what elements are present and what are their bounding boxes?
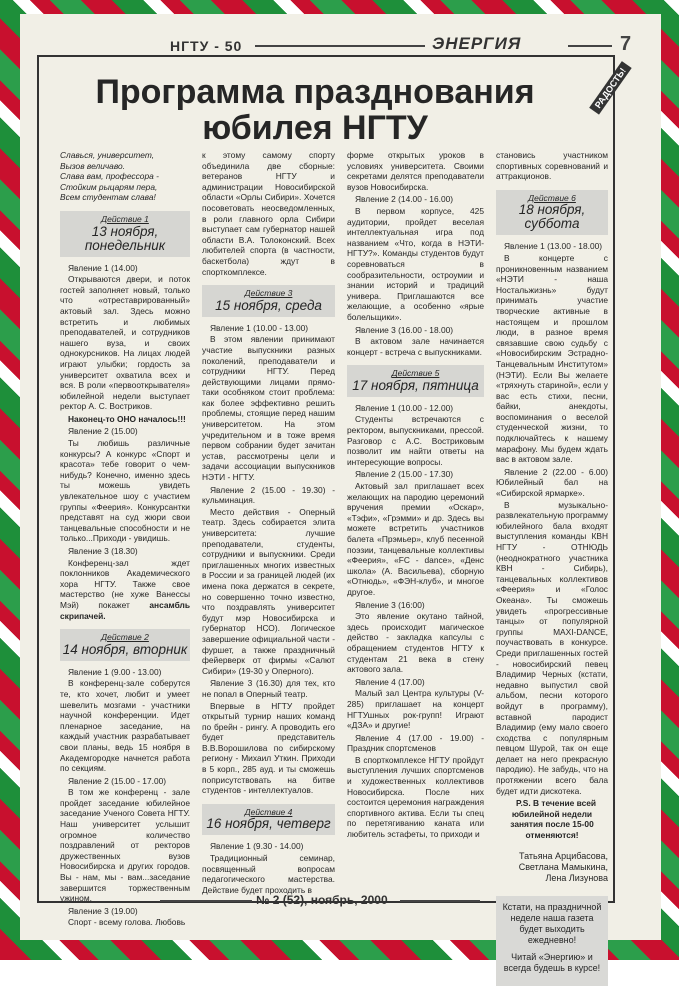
event-heading: Явление 1 (10.00 - 12.00)	[355, 402, 454, 413]
event-heading: Явление 1 (9.00 - 13.00)	[68, 666, 162, 677]
event-heading: Явление 4 (17.00)	[355, 676, 425, 687]
event-text: Малый зал Центра культуры (V-285) приглашает на концерт НГТУшных рок-групп! Играют «ДЗА» и другие!	[347, 688, 484, 731]
event-heading: Явление 1 (13.00 - 18.00)	[504, 241, 603, 252]
day-heading: Действие 3 15 ноября, среда	[202, 285, 335, 317]
event-heading: Явление 2 (15.00 - 17.00)	[68, 775, 167, 786]
event-heading: Явление 3 (16.30) для тех, кто не попал в Оперный театр.	[202, 678, 335, 699]
event-heading: Явление 2 (15.00)	[68, 426, 138, 437]
event-text: В том же конференц - зале пройдет заседание юбилейное заседание Ученого Совета НГТУ. Наш университет услышит огромное количество поздравлений от ректоров дружественных вузов Новосибирска и других городов. Вы - нам, мы - вам...заседание завершится торжественным ужином.	[60, 787, 190, 904]
column-3	[347, 150, 484, 842]
joy-stamp: РАДОСТЬ!	[589, 61, 631, 114]
event-text: форме открытых уроков в условиях университета. Своими секретами делятся преподаватели вузов Новосибирска.	[347, 150, 484, 192]
footer-rule	[400, 900, 480, 902]
event-text: Это явление окутано тайной, здесь происходит магическое действо - закладка капсулы с обращением студентов НГТУ к студентам 21 века в стену актового зала.	[347, 611, 484, 675]
event-heading: Явление 1 (9.30 - 14.00)	[210, 841, 304, 852]
event-text: становись участником спортивных соревнований и аттракционов.	[496, 150, 608, 182]
paper-section: НГТУ - 50	[170, 38, 243, 54]
article-title: Программа празднования юбилея НГТУ	[95, 73, 535, 147]
event-text: Открываются двери, и поток гостей заполняет новый, только что «отреставрированный» актовый зал. Здесь можно встретить и любимых преподавателей, и сотрудников нашего вуза, и своих однокурсников. На лицах людей играют улыбки; гордость за университет охватила всех и вся. В роли «первооткрывателя» юбилейной недели выступает ректор А. С. Востриков.	[60, 274, 190, 412]
page-number: 7	[620, 33, 632, 55]
event-text: В первом корпусе, 425 аудитории, пройдет веселая интеллектуальная игра под названием «Что, когда в НЭТИ-НГТУ?». Команды студентов будут соревноваться в сообразительности, остроумии и знании историй и традиций универа. Приглашаются все желающие, а особенно «ярые болельщики».	[347, 205, 484, 322]
event-heading: Явление 3 (16.00 - 18.00)	[355, 324, 454, 335]
column-2	[202, 150, 335, 897]
event-text: Традиционный семинар, посвященный вопросам педагогического мастерства. Действие будет проходить в	[202, 853, 335, 895]
event-heading: Явление 2 (22.00 - 6.00) Юбилейный бал на «Сибирской ярмарке».	[496, 466, 608, 499]
page-footer	[160, 893, 480, 907]
event-text: к этому самому спорту объединила две сборные: ветеранов НГТУ и администрации Новосибирской области «Орлы Сибири». Хочется посоветовать неосведомленных, в роли главного орла Сибири выступает сам губернатор нашей области В.А. Толоконский. Всех любителей спорта (в частности, баскетбола) ждут в спорткомплексе.	[202, 150, 335, 277]
event-text: В музыкально-развлекательную программу юбилейного бала входят выступления команды КВН НГТУ - ОТНЮДЬ (неоднократного участника КВН - Сибирь), танцевальных коллективов «Феерия» и «Голос Океана». Ты сможешь увидеть «прогрессивные танцы» от популярной группы MAXI-DANCE, поучаствовать в конкурсе. Среди приглашенных гостей - новосибирский певец Владимир Черных (кстати, недавно выпустил свой альбом, песни которого войдут в программу), вставной пародист Владимир (ему мало своего сходства с популярным певцом Шурой, так он еще делает на него прекрасную пародию). Не забудь, что на протяжении всего бала будет идти дискотека.	[496, 499, 608, 796]
event-heading: Явление 3 (16:00)	[355, 599, 425, 610]
info-box: Кстати, на праздничной неделе наша газета будет выходить ежедневно! Читай «Энергию» и всегда будешь в курсе!	[496, 896, 608, 986]
day-heading: Действие 1 13 ноября, понедельник	[60, 211, 190, 257]
authors-signature: Татьяна Арцибасова, Светлана Мамыкина, Лена Лизунова	[518, 850, 608, 883]
event-text: Спорт - всему голова. Любовь	[68, 917, 186, 928]
day-heading: Действие 2 14 ноября, вторник	[60, 629, 190, 661]
event-text: Впервые в НГТУ пройдет открытый турнир наших команд по брейн - рингу. А проводить его будет представитель В.В.Ворошилова по сибирскому региону - Михаил Уткин. Приходи в 5 корп., 285 ауд. и ты сможешь поприсутствовать на битве студентов - интеллектуалов.	[202, 700, 335, 796]
postscript: P.S. В течение всей юбилейной недели занятия после 15-00 отменяются!	[510, 798, 597, 841]
day-heading: Действие 5 17 ноября, пятница	[347, 365, 484, 397]
issue-info: № 2 (52), ноябрь, 2000	[256, 893, 388, 907]
event-heading: Явление 1 (14.00)	[68, 262, 138, 273]
event-text: Место действия - Оперный театр. Здесь собирается элита университета: лучшие преподаватели, студенты, сотрудники и выпускники. Среди приглашенных многих известных в России и за границей людей (их имена пока держатся в секрете, но совершенно точно известно, что поздравлять университет будут мэр Новосибирска и губернатор НСО). Логическое завершение официальной части - фуршет, а также праздничный фейерверк от фирмы «Салют Сибири» (19-30 у Оперного).	[202, 506, 335, 676]
column-4	[496, 150, 608, 986]
event-heading: Явление 2 (15.00 - 19.30) - кульминация.	[202, 484, 335, 506]
event-heading: Явление 3 (18.30)	[68, 546, 138, 556]
event-heading: Явление 3 (19.00)	[68, 905, 138, 916]
header-rule	[255, 45, 425, 47]
event-text: В конференц-зале соберутся те, кто хочет, любит и умеет шевелить мозгами - участники научной конференции. Идет пленарное заседание, на каждый участник разрабатывает свои планы, ведь 15 ноября в Академгородке начнется работа по секциям.	[60, 678, 190, 774]
event-text: Ты любишь различные конкурсы? А конкурс «Спорт и красота» тебе говорит о чем-нибудь? Конечно, именно здесь ты можешь увидеть увлекательное шоу с участием группы «Феерия». Конкурсантки представят на суд жюри свои танцевальные способности и не только...Приходи - увидишь.	[60, 438, 190, 544]
newspaper-logo: ЭНЕРГИЯ	[432, 34, 522, 53]
event-text: В концерте с проникновенным названием «НЭТИ - наша Ностальжизнь» будут принимать участие творческие активные в настоящем и прошлом люди, в разное время связавшие свою судьбу с «Новосибирским Эстрадно-Танцевальным Институтом» (НЭТИ). Если Вы желаете «тряхнуть стариной», если у вас есть стихи, песни, байки, анекдоты, воспоминания о веселой студенческой жизни, то подключайтесь к нашему марафону. Мы будем ждать вас в актовом зале.	[496, 252, 608, 465]
event-text: Студенты встречаются с ректором, выпускниками, прессой. Разговор с А.С. Востриковым позволит им найти ответы на интересующие вопросы.	[347, 414, 484, 467]
event-heading: Явление 1 (10.00 - 13.00)	[210, 322, 309, 333]
event-text: Актовый зал приглашает всех желающих на пародию церемоний вручения премии «Оскар», «Тэфи», «Грэмми» и др. Здесь вы можете встретить участников балета «Прэмьер», клуб песенной поэзии, танцевальные коллективы «Феерия», «FC - dance», «Денс школа» (А. Васильева), сборную «Отнюдь», «ФЭН-клуб», и многое другое.	[347, 481, 484, 597]
event-text: В актовом зале начинается концерт - встреча с выпускниками.	[347, 336, 484, 357]
epigraph-poem: Славься, университет, Вызов величаво. Слава вам, профессора - Стойким рыцарям пера, Всем студентам слава!	[60, 150, 159, 203]
column-1: Славься, университет, Вызов величаво. Слава вам, профессора - Стойким рыцарям пера, Всем студентам слава! Действие 1 13 ноября, понедельник Явление 1 (14.00) Открываются двери, и поток гостей заполняет новый, только что «отреставрированный» актовый зал. Здесь можно встретить и любимых преподавателей, и сотрудников нашего вуза, и своих однокурсников. На лицах людей играют улыбки; гордость за университет охватила всех и вся. В роли «первооткрывателя» юбилейной недели выступает ректор А. С. Востриков. Наконец-то ОНО началось!!! Явление 2 (15.00) Ты любишь различные конкурсы? А конкурс «Спорт и красота» тебе говорит о чем-нибудь? Конечно, именно здесь ты можешь увидеть увлекательное шоу с участием группы «Феерия». Конкурсантки представят на суд жюри свои танцевальные способности и не только...Приходи - увидишь. Явление 3 (18.30) Конференц-зал ждет поклонников Академического хора НГТУ. Также свое мастерство (не хуже Ванессы Мэй) покажет ансамбль скрипачей. Действие 2 14 ноября, вторник Явление 1 (9.00 - 13.00) В конференц-зале соберутся те, кто хочет, любит и умеет шевелить мозгами - участники научной конференции. Идет пленарное заседание, на каждый участник разрабатывает свои планы, ведь 15 ноября в Академгородке начнется работа по секциям. Явление 2 (15.00 - 17.00) В том же конференц - зале пройдет заседание юбилейное заседание Ученого Совета НГТУ. Наш университет услышит огромное количество поздравлений от ректоров дружественных вузов Новосибирска и других городов. Вы - нам, мы - вам...заседание завершится торжественным ужином. Явление 3 (19.00) Спорт - всему голова. Любовь	[60, 150, 191, 928]
event-heading: Явление 2 (14.00 - 16.00)	[355, 194, 454, 205]
event-heading: Явление 2 (15.00 - 17.30)	[355, 469, 454, 480]
day-heading: Действие 6 18 ноября, суббота	[496, 190, 608, 236]
event-text: Конференц-зал ждет поклонников Академического хора НГТУ. Также свое мастерство (не хуже Ванессы Мэй) покажет ансамбль скрипачей.	[60, 557, 191, 621]
event-heading: Явление 4 (17.00 - 19.00) - Праздник спортсменов	[347, 732, 484, 754]
event-text: В этом явлении принимают участие выпускники разных поколений, преподаватели и сотрудники НГТУ. Перед действующими лицами прямо-таки особняком стоит проблема: как более эффективно решить проблемы, стоящие перед нашим университетом. На этом учредительном и в тоже время первом собрании будет зачитан устав, рассмотрены цели и задачи ассоциации выпускников НЭТИ - НГТУ.	[202, 334, 335, 483]
page-header	[20, 14, 661, 54]
header-rule	[568, 45, 612, 47]
footer-rule	[160, 900, 252, 902]
event-text: В спорткомплексе НГТУ пройдут выступления лучших спортсменов и художественных коллективов Новосибирска. После них состоится церемония награждения спортивного актива. Если ты спец по перетягиванию каната или любитель эстафеты, то приходи и	[347, 754, 484, 840]
day-heading: Действие 4 16 ноября, четверг	[202, 804, 335, 836]
